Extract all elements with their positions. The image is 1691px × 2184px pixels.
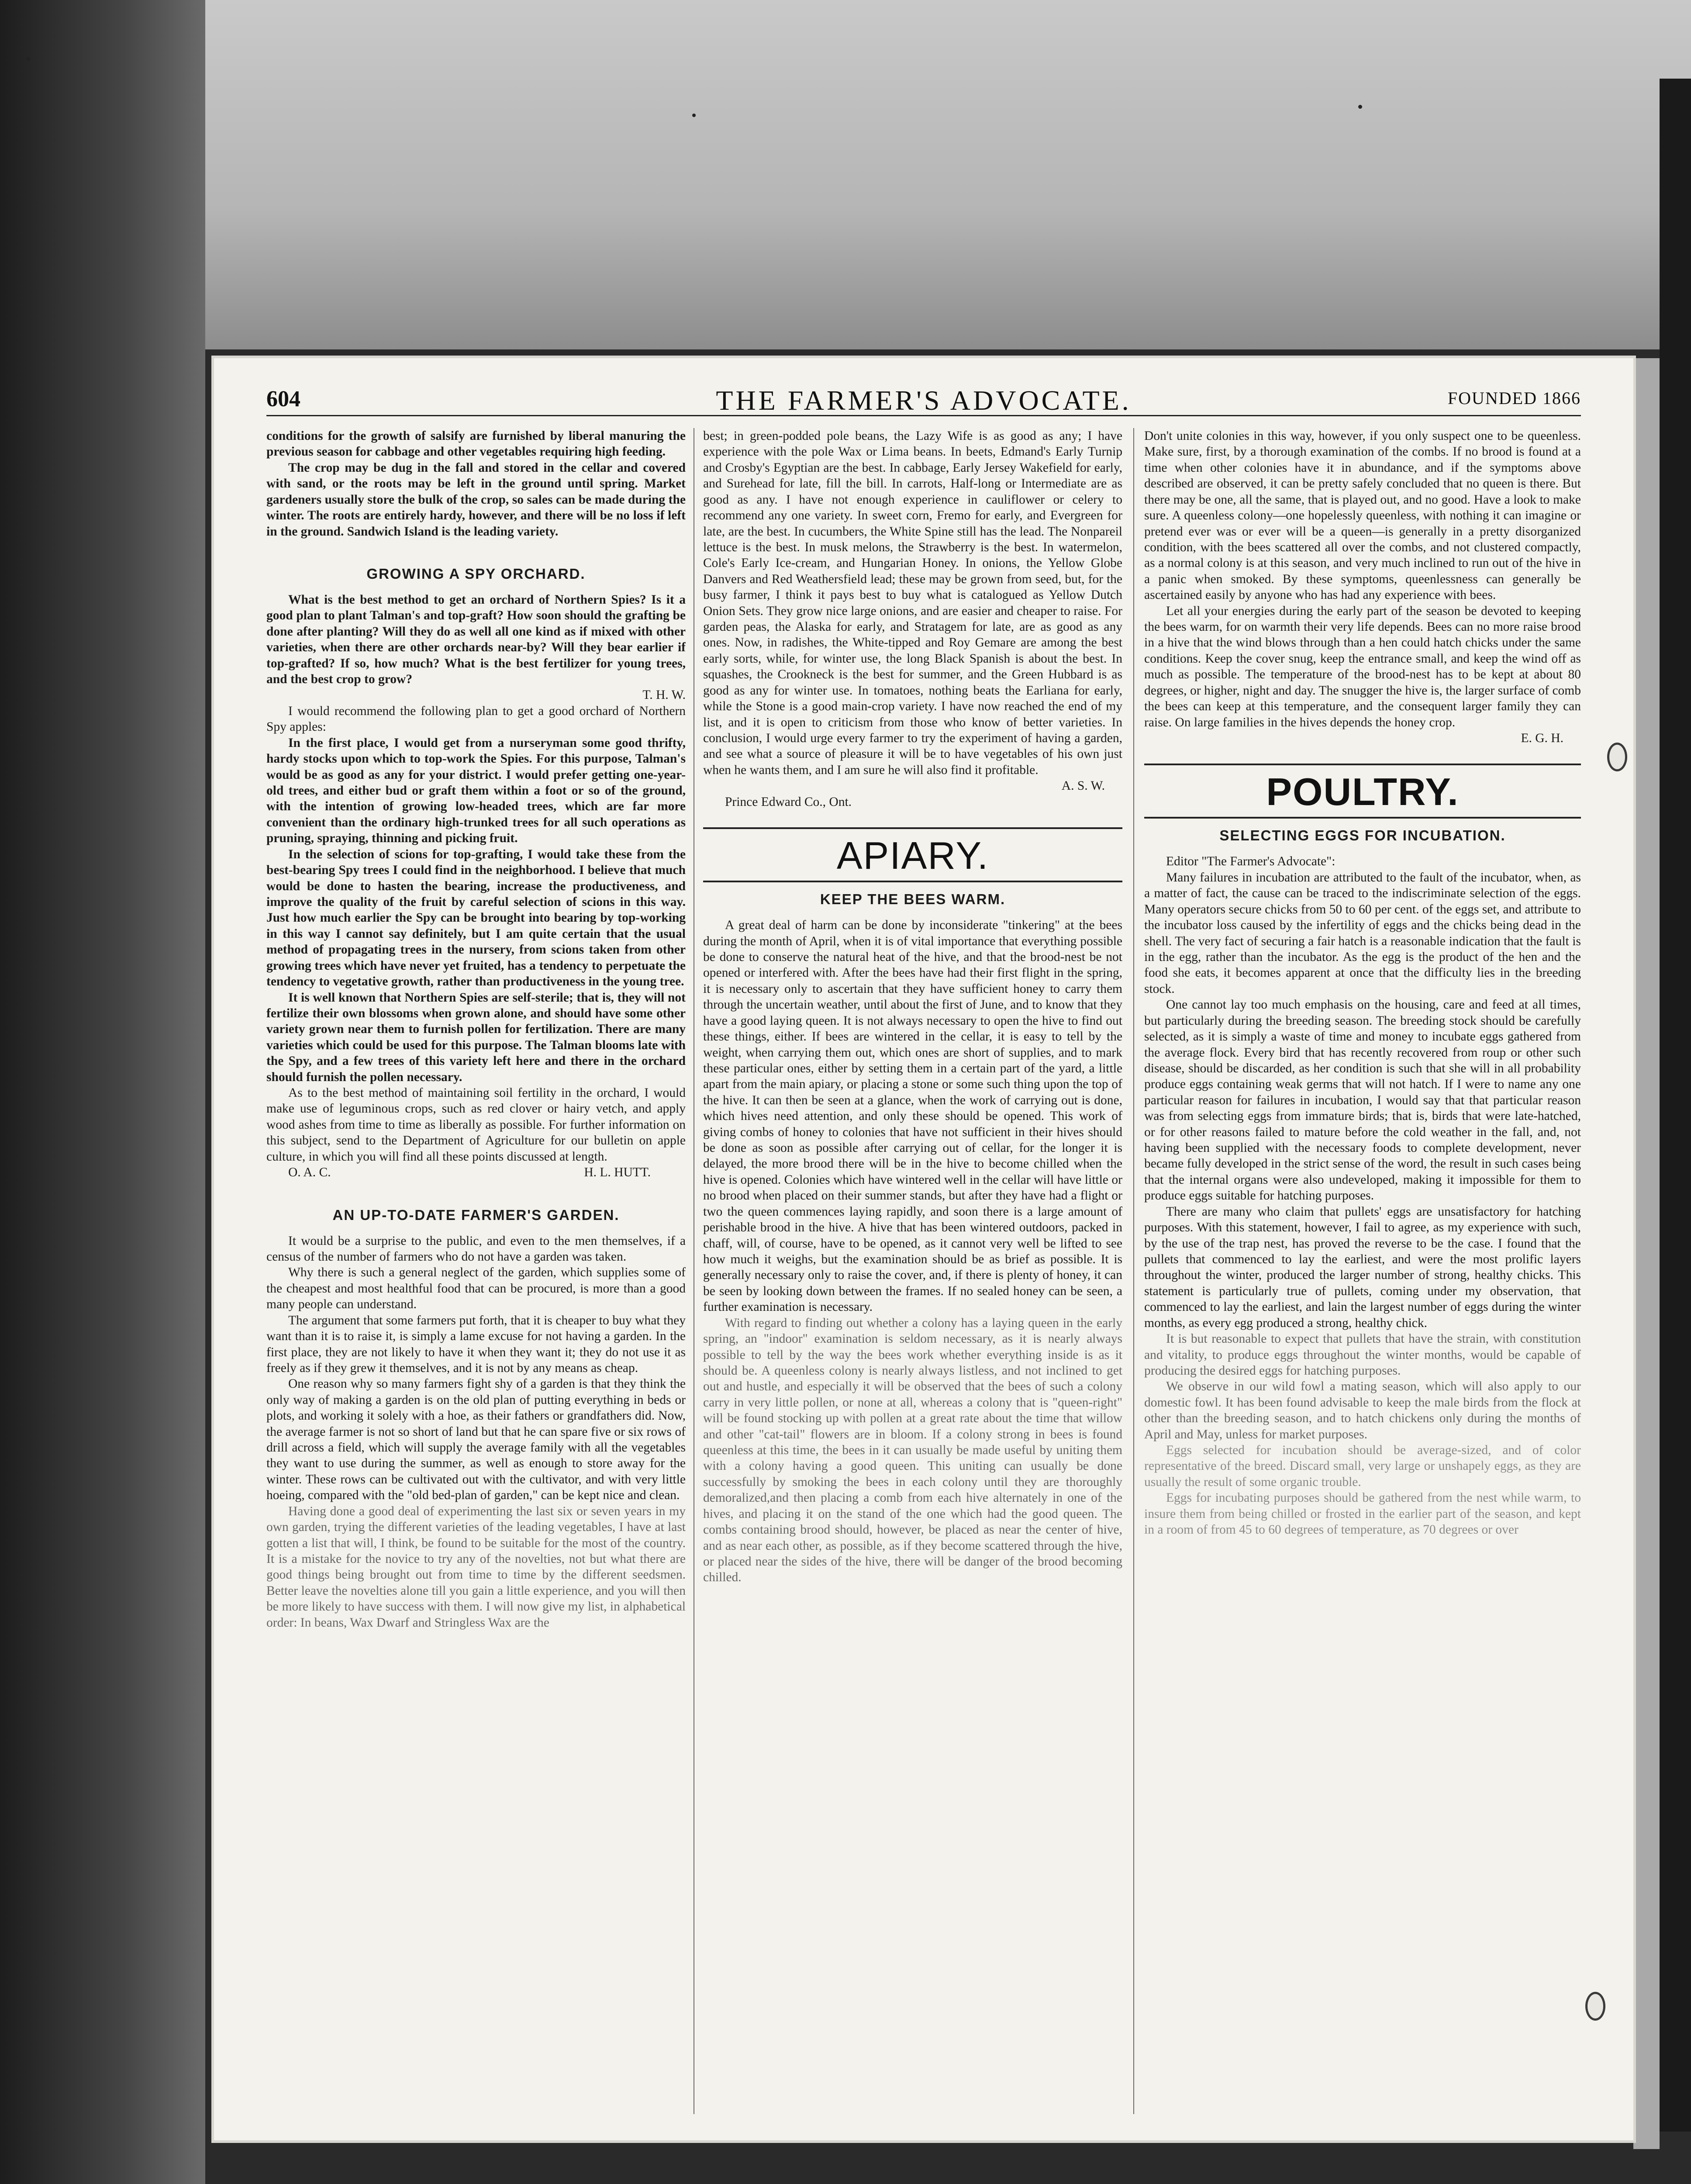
eggs-paragraph: There are many who claim that pullets' eggs are unsatisfactory for hatching purposes. With this statement, however, I fail to agree, as my experience with such, by the use of the trap nest, has proved the reverse to be the case. I found that the pullets that commenced to lay the earliest, and were the most prolific layers throughout the winter, produced the larger number of strong, healthy chicks. This statement is particularly true of pullets, coming under my observation, that commenced to lay the earliest, and lain the largest number of eggs during the winter months, as every egg produced a strong, healthy chick. [1144, 1204, 1581, 1330]
dust-speck [692, 114, 696, 117]
garden-location: Prince Edward Co., Ont. [725, 795, 852, 809]
garden-paragraph: Having done a good deal of experimenting the last six or seven years in my own garden, trying the different varieties of the leading vegetables, I have at last gotten a list that will, I think, be found to be suitable for the most of the country. It is a mistake for the novice to try any of the novelties, not but what there are good things being brought out from time to time by the different seedsmen. Better leave the novelties alone till you gain a little experience, and you will then be more likely to have success with them. I will now give my list, in alphabetical order: In beans, Wax Dwarf and Stringless Wax are the [266, 1504, 686, 1630]
article-heading-garden: AN UP-TO-DATE FARMER'S GARDEN. [332, 1206, 620, 1223]
editor-salutation: Editor "The Farmer's Advocate": [1166, 854, 1336, 869]
column-2 [703, 428, 1122, 2114]
column-1 [266, 428, 686, 2114]
newspaper-title: THE FARMER'S ADVOCATE. [716, 385, 1132, 416]
bees-continued-paragraph: Let all your energies during the early part of the season be devoted to keeping the bees warm, for on warmth their very life depends. Bees can no more raise brood in a hive that the wind blows through than a hen could hatch chicks under the same conditions. Keep the cover snug, keep the entrance small, and keep the wind off as much as possible. The temperature of the brood-nest has to be kept at about 80 degrees, or higher, night and day. The snugger the hive is, the larger surface of comb the bees can keep at this temperature, and the consequent larger family they can raise. On large families in the hives depends the honey crop. [1144, 604, 1581, 729]
salsify-paragraph: conditions for the growth of salsify are furnished by liberal manuring the previous season for cabbage and other vegetables requiring high feeding. [266, 429, 686, 459]
scan-background-right [1660, 79, 1691, 2132]
eggs-paragraph: Eggs selected for incubation should be average-sized, and of color representative of the breed. Discard small, very large or unshapely eggs, as they are usually the result of some organic trouble. [1144, 1443, 1581, 1489]
bees-paragraph: A great deal of harm can be done by inconsiderate "tinkering" at the bees during the month of April, when it is of vital importance that everything possible be done to conserve the natural heat of the hive, and that the brood-nest be not opened or interfered with. After the bees have had their first flight in the spring, it is necessary only to ascertain that they have sufficient honey to carry them through the uncertain weather, until about the first of June, and to know that they have a good laying queen. It is not always necessary to open the hive to find out these things, either. If bees are wintered in the cellar, it is easy to tell by the weight, when carrying them out, which ones are short of supplies, and to mark these particular ones, either by setting them in a certain part of the yard, a little apart from the main apiary, or placing a stone or some such thing upon the top of the hive. It can then be seen at a glance, when the work of carrying out is done, which hives need attention, and only these should be opened. This work of giving combs of honey to colonies that have not sufficient in their hives should be done as soon as possible after carrying out of cellar, for the longer it is delayed, the more brood there will be in the hive to become chilled when the hive is opened. Colonies which have wintered well in the cellar will have little or no brood when placed on their summer stands, but after they have had a flight or two the queen commences laying rapidly, and soon there is a large amount of perishable brood in the hive. A hive that has been wintered outdoors, packed in chaff, will, of course, have to be opened, as it cannot very well be lifted to see how much it weighs, but the examination should be as brief as possible. It is generally necessary only to raise the cover, and, if there is plenty of honey, it can be seen by looking down between the frames. If no sealed honey can be seen, a further examination is necessary. [703, 918, 1122, 1314]
masthead [266, 384, 1581, 416]
garden-signature: A. S. W. [1061, 779, 1105, 793]
eggs-paragraph: It is but reasonable to expect that pullets that have the strain, with constitution and vitality, to produce eggs throughout the winter months, would be capable of producing the desired eggs for hatching purposes. [1144, 1332, 1581, 1378]
article-heading-eggs: SELECTING EGGS FOR INCUBATION. [1219, 827, 1506, 844]
article-heading-spy-orchard: GROWING A SPY ORCHARD. [366, 565, 586, 582]
salsify-paragraph: The crop may be dug in the fall and stored in the cellar and covered with sand, or the roots may be left in the ground until spring. Market gardeners usually store the bulk of the crop, so sales can be made during the winter. The roots are entirely hardy, however, and there will be no loss if left in the ground. Sandwich Island is the leading variety. [266, 460, 686, 539]
answer-paragraph: As to the best method of maintaining soil fertility in the orchard, I would make use of leguminous crops, such as red clover or hairy vetch, and apply wood ashes from time to time as liberally as possible. For further information on this subject, send to the Department of Agriculture for our bulletin on apple culture, in which you will find all these points discussed at length. [266, 1086, 686, 1164]
eggs-paragraph: Eggs for incubating purposes should be gathered from the nest while warm, to insure them from being chilled or frosted in the earlier part of the season, and kept in a room of from 45 to 60 degrees of temperature, as 70 degrees or over [1144, 1491, 1581, 1537]
column-3 [1144, 428, 1581, 2114]
scan-background-left [0, 0, 205, 2184]
eggs-paragraph: Many failures in incubation are attributed to the fault of the incubator, when, as a matter of fact, the cause can be traced to the indiscriminate selection of the eggs. Many operators secure chicks from 50 to 60 per cent. of the eggs set, and attribute to the incubator loss caused by the infertility of eggs and the chicks being dead in the shell. The very fact of securing a fair hatch is a reasonable indication that the fault is in the egg, rather than the incubator. As the egg is the product of the hen and the food she eats, it becomes apparent at once that the difficulty lies in the breeding stock. [1144, 870, 1581, 996]
question-signature: T. H. W. [642, 688, 686, 702]
founded-date: FOUNDED 1866 [1447, 388, 1581, 408]
scan-background-top [0, 0, 1691, 349]
dust-speck [26, 57, 31, 61]
garden-continued-paragraph: best; in green-podded pole beans, the Lazy Wife is as good as any; I have experience with the pole Wax or Lima beans. In beets, Edmand's Early Turnip and Crosby's Egyptian are the best. In cabbage, Early Jersey Wakefield for early, and Surehead for late, fill the bill. In carrots, Half-long or Intermediate are as good as any. I have not enough experience in cauliflower or celery to recommend any one variety. In sweet corn, Fremo for early, and Evergreen for late, are the best. In cucumbers, the White Spine still has the lead. The Nonpareil lettuce is the best. In musk melons, the Strawberry is the best. In watermelon, Cole's Early Ice-cream, and Hungarian Honey. In onions, the Yellow Globe Danvers and Red Weathersfield lead; these may be grown from seed, but, for the busy farmer, I think it pays best to buy what is catalogued as Yellow Dutch Onion Sets. They grow nice large onions, and are easier and cheaper to raise. For garden peas, the Alaska for early, and Stratagem for late, are as good as any ones. Now, in radishes, the White-tipped and Roy Gemare are among the best early sorts, while, for winter use, the long Black Spanish is about the best. In squashes, the Crookneck is the best for summer, and the Green Hubbard is as good as any for winter use. In tomatoes, nothing beats the Earliana for early, while the Stone is a good main-crop variety. I have now reached the end of my list, and it is open to criticism from those who know of better varieties. In conclusion, I would urge every farmer to try the experiment of having a garden, and see what a source of pleasure it will be to have vegetables of his own just when he wants them, and I am sure he will also find it profitable. [703, 429, 1122, 777]
answer-paragraph: In the first place, I would get from a nurseryman some good thrifty, hardy stocks upon which to top-work the Spies. For this purpose, Talman's would be as good as any for your district. I would prefer getting one-year-old trees, and either bud or graft them within a foot or so of the ground, with the intention of growing low-headed trees, which are far more convenient than the ordinary high-trunked trees for all such operations as pruning, spraying, thinning and picking fruit. [266, 736, 686, 846]
eggs-paragraph: One cannot lay too much emphasis on the housing, care and feed at all times, but particularly during the breeding season. The breeding stock should be carefully selected, as it is simply a waste of time and money to incubate eggs gathered from the average flock. Every bird that has recently recovered from roup or other such disease, should be discarded, as her condition is such that she will in all probability produce eggs containing weak germs that will not hatch. If I were to name any one particular reason for failures in incubation, I would say that that particular reason was from selecting eggs from immature birds; that is, birds that were late-hatched, or for other reasons failed to mature before the cold weather in the fall, and, not having been supplied with the necessary foods to complete development, never became fully developed in the strict sense of the word, the result in such cases being that the internal organs were also undeveloped, making it impossible for them to produce eggs suitable for hatching purposes. [1144, 998, 1581, 1203]
column-rule [1133, 428, 1134, 2114]
answer-signature: O. A. C. H. L. HUTT. [288, 1165, 651, 1180]
garden-paragraph: It would be a surprise to the public, and even to the men themselves, if a census of the number of farmers who do not have a garden was taken. [266, 1234, 686, 1264]
section-title-poultry: POULTRY. [1144, 764, 1581, 819]
answer-paragraph: In the selection of scions for top-grafting, I would take these from the best-bearing Spy trees I could find in the neighborhood. I believe that much would be done to hasten the bearing, increase the productiveness, and improve the quality of the fruit by careful selection of scions in this way. Just how much earlier the Spy can be brought into bearing by top-working in this way I cannot say definitely, but I am quite certain that the usual method of propagating trees in the nursery, from scions taken from other growing trees which have never yet fruited, has a tendency to perpetuate the tendency to vegetative growth, rather than productiveness in the young tree. [266, 847, 686, 989]
reader-question: What is the best method to get an orchard of Northern Spies? Is it a good plan to plant Talman's and top-graft? How soon should the grafting be done after planting? Will they do as well all one kind as if mixed with other varieties, when there are other orchards near-by? Will they bear earlier if top-grafted? If so, how much? What is the best fertilizer for young trees, and the best crop to grow? [266, 592, 686, 687]
binding-hole [1607, 743, 1627, 771]
eggs-paragraph: We observe in our wild fowl a mating season, which will also apply to our domestic fowl. It has been found advisable to keep the male birds from the flock at other than the breeding season, and to hatch chickens only during the months of April and May, unless for market purposes. [1144, 1379, 1581, 1441]
answer-paragraph: It is well known that Northern Spies are self-sterile; that is, they will not fertilize their own blossoms when grown alone, and should have some other variety grown near them to furnish pollen for fertilization. There are many varieties which could be used for this purpose. The Talman blooms late with the Spy, and a few trees of this variety left here and there in the orchard should furnish the pollen necessary. [266, 990, 686, 1084]
garden-paragraph: The argument that some farmers put forth, that it is cheaper to buy what they want than it is to raise it, is simply a lame excuse for not having a garden. In the first place, they are not likely to have it when they want it; they do not use it as freely as if they grew it themselves, and it is not by any means as cheap. [266, 1313, 686, 1375]
section-title-apiary: APIARY. [703, 827, 1122, 882]
page-number: 604 [266, 387, 300, 411]
answer-paragraph: I would recommend the following plan to get a good orchard of Northern Spy apples: [266, 704, 686, 734]
dust-speck [1358, 105, 1362, 109]
garden-paragraph: Why there is such a general neglect of the garden, which supplies some of the cheapest and most healthful food that can be procured, is more than a good many people can understand. [266, 1265, 686, 1312]
newspaper-page [214, 358, 1633, 2140]
article-heading-bees: KEEP THE BEES WARM. [820, 891, 1006, 908]
bees-continued-paragraph: Don't unite colonies in this way, however, if you only suspect one to be queenless. Make sure, first, by a thorough examination of the combs. If no brood is found at a time when other colonies have it in abundance, and if the symptoms above described are observed, it can be pretty safely concluded that no queen is there. But there may be one, all the same, that is played out, and no good. Have a look to make sure. A queenless colony—one hopelessly queenless, with nothing it can imagine or pretend ever was or ever will be a queen—is generally in a pretty disorganized condition, with the bees scattered all over the combs, and not clustered compactly, as a normal colony is at this season, and very much inclined to run out of the hive in a panic when smoked. By these symptoms, queenlessness can generally be ascertained easily by anyone who has had any experience with bees. [1144, 429, 1581, 602]
adjacent-page-edge [1633, 358, 1660, 2149]
bees-signature: E. G. H. [1521, 731, 1563, 746]
binding-hole [1585, 1992, 1605, 2021]
bees-paragraph: With regard to finding out whether a colony has a laying queen in the early spring, an "indoor" examination is seldom necessary, as it is nearly always possible to tell by the way the bees work whether everything inside is as it should be. A queenless colony is nearly always listless, and not inclined to get out and hustle, and especially it will be observed that the bees of such a colony carry in very little pollen, or none at all, whereas a colony that is "queen-right" will be found stocking up with pollen at a great rate about the time that willow and other "cat-tail" flowers are in bloom. If a colony strong in bees is found queenless at this time, the bees in it can usually be made useful by uniting them with a colony having a good queen. This uniting can usually be done successfully by smoking the bees in each colony until they are thoroughly demoralized,and then placing a comb from each hive alternately in one of the hives, and placing it on the stand of the one which had the good queen. The combs containing brood should, however, be placed as near the center of hive, and as near each other, as possible, as if they become scattered through the hive, or placed near the sides of the hive, there will be danger of the brood becoming chilled. [703, 1316, 1122, 1585]
garden-paragraph: One reason why so many farmers fight shy of a garden is that they think the only way of making a garden is on the old plan of putting everything in beds or plots, and working it solely with a hoe, as their fathers or grandfathers did. Now, the average farmer is not so short of land but that he can spare five or six rows of drill across a field, which will supply the average family with all the vegetables they want to use during the summer, as well as enough to store away for the winter. These rows can be cultivated out with the cultivator, and with very little hoeing, compared with the "old bed-plan of garden," can be kept nice and clean. [266, 1377, 686, 1503]
